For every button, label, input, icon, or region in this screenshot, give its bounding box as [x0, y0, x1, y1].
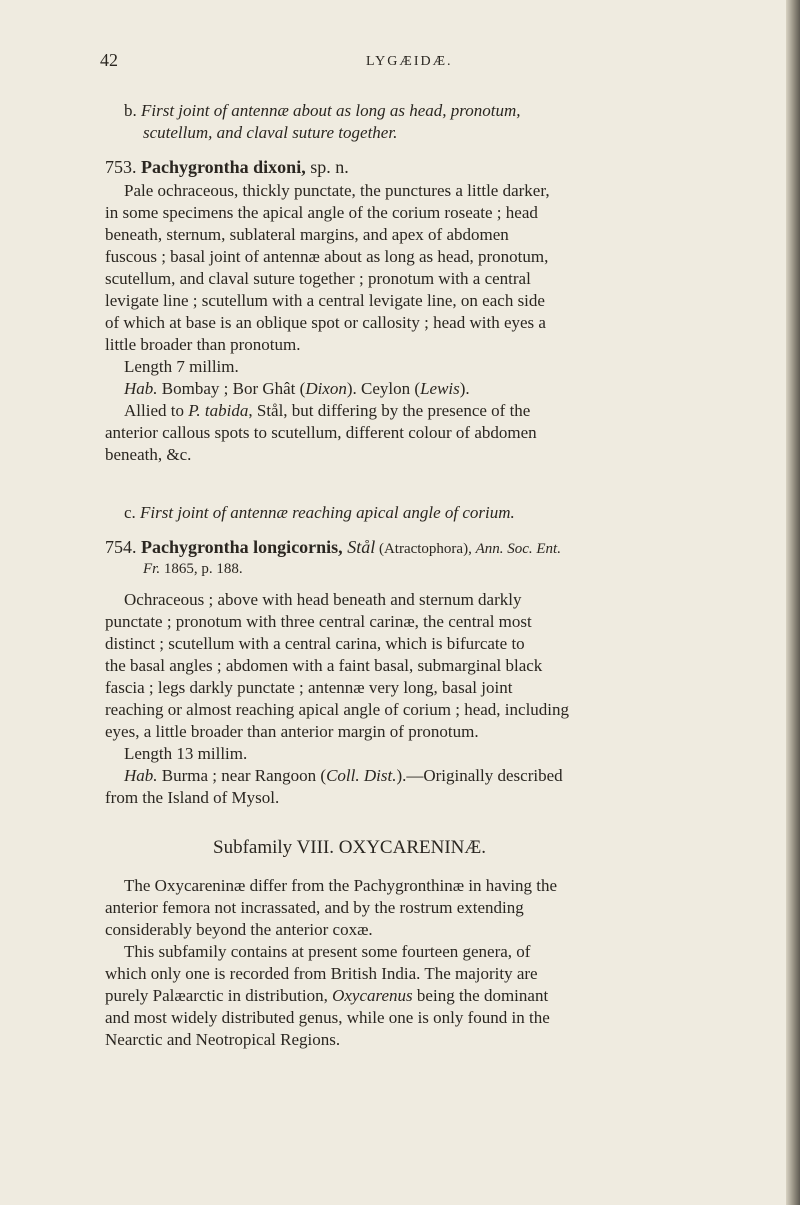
key-b-line-2 — [143, 123, 397, 143]
subfamily-genus: Oxycarenus — [332, 986, 413, 1005]
species-753-allied-post: , Stål, but differing by the presence of the — [248, 401, 531, 420]
subfamily-para2-3-post: being the dominant — [412, 986, 549, 1005]
page-edge-shadow — [786, 0, 800, 1205]
species-753-desc-7: of which at base is an oblique spot or callosity ; head with eyes a — [105, 313, 546, 332]
species-754-synonym: (Atractophora), — [375, 541, 476, 557]
species-753-desc-1: Pale ochraceous, thickly punctate, the punctures a little darker, — [124, 181, 550, 200]
species-754-desc-7: eyes, a little broader than anterior margin of pronotum. — [105, 722, 479, 741]
species-754-desc-3: distinct ; scutellum with a central carina, which is bifurcate to — [105, 634, 525, 653]
species-753-heading — [105, 157, 349, 177]
species-754-collection: Coll. Dist. — [326, 766, 397, 785]
key-c-line — [124, 503, 515, 523]
species-753-collector-1: Dixon — [305, 379, 347, 398]
species-753-hab-text-1: Bombay ; Bor Ghât ( — [157, 379, 306, 398]
species-753-length: Length 7 millim. — [124, 357, 239, 376]
subfamily-para2-4: and most widely distributed genus, while one is only found in the — [105, 1008, 550, 1027]
key-b-text-2: scutellum, and claval suture together. — [143, 123, 398, 142]
key-b-line-1 — [124, 101, 521, 121]
subfamily-para2-3-pre: purely Palæarctic in distribution, — [105, 986, 333, 1005]
page-number: 42 — [100, 50, 118, 70]
species-754-hab-label: Hab. — [124, 766, 158, 785]
species-754-hab-text-2: ).—Originally described — [396, 766, 563, 785]
species-754-journal: Ann. Soc. Ent. — [475, 541, 561, 557]
key-c-letter: c. — [124, 503, 136, 522]
running-head: LYGÆIDÆ. — [366, 54, 453, 69]
subfamily-para2-1: This subfamily contains at present some fourteen genera, of — [124, 942, 531, 961]
species-753-allied-1 — [124, 401, 530, 421]
species-753-desc-3: beneath, sternum, sublateral margins, and apex of abdomen — [105, 225, 509, 244]
species-754-citation-text: 1865, p. 188. — [160, 561, 243, 577]
species-754-length: Length 13 millim. — [124, 744, 248, 763]
species-754-desc-4: the basal angles ; abdomen with a faint basal, submarginal black — [105, 656, 543, 675]
species-753-desc-5: scutellum, and claval suture together ; pronotum with a central — [105, 269, 531, 288]
species-754-heading — [105, 537, 561, 559]
species-753-hab-label: Hab. — [124, 379, 158, 398]
subfamily-heading: Subfamily VIII. OXYCARENINÆ. — [213, 837, 487, 858]
subfamily-para2-5: Nearctic and Neotropical Regions. — [105, 1030, 341, 1049]
species-754-habitat-2: from the Island of Mysol. — [105, 788, 280, 807]
subfamily-para2-3 — [105, 986, 548, 1006]
subfamily-para1-3: considerably beyond the anterior coxæ. — [105, 920, 373, 939]
species-753-number: 753. — [105, 157, 137, 177]
species-753-collector-2: Lewis — [420, 379, 460, 398]
subfamily-para1-2: anterior femora not incrassated, and by the rostrum extending — [105, 898, 524, 917]
species-753-hab-text-3: ). — [459, 379, 470, 398]
species-753-allied-3: beneath, &c. — [105, 445, 192, 464]
species-754-hab-text-1: Burma ; near Rangoon ( — [157, 766, 327, 785]
species-754-desc-5: fascia ; legs darkly punctate ; antennæ very long, basal joint — [105, 678, 513, 697]
species-754-desc-2: punctate ; pronotum with three central carinæ, the central most — [105, 612, 532, 631]
subfamily-para1-1: The Oxycareninæ differ from the Pachygronthinæ in having the — [124, 876, 558, 895]
species-754-journal-2: Fr. — [143, 561, 161, 577]
species-753-authority: sp. n. — [310, 157, 349, 177]
key-c-text: First joint of antennæ reaching apical angle of corium. — [140, 503, 515, 522]
species-753-allied-taxon: P. tabida — [188, 401, 249, 420]
species-753-hab-text-2: ). Ceylon ( — [346, 379, 421, 398]
key-b-text-1: First joint of antennæ about as long as head, pronotum, — [141, 101, 521, 120]
species-754-habitat — [124, 766, 563, 786]
species-753-desc-4: fuscous ; basal joint of antennæ about as long as head, pronotum, — [105, 247, 549, 266]
species-754-desc-1: Ochraceous ; above with head beneath and sternum darkly — [124, 590, 522, 609]
species-754-desc-6: reaching or almost reaching apical angle of corium ; head, including — [105, 700, 570, 719]
species-753-allied-2: anterior callous spots to scutellum, different colour of abdomen — [105, 423, 537, 442]
subfamily-para2-2: which only one is recorded from British India. The majority are — [105, 964, 538, 983]
species-753-name: Pachygrontha dixoni, — [141, 157, 306, 177]
species-753-desc-6: levigate line ; scutellum with a central levigate line, on each side — [105, 291, 545, 310]
key-b-letter: b. — [124, 101, 137, 120]
species-754-number: 754. — [105, 537, 137, 557]
species-753-desc-2: in some specimens the apical angle of the corium roseate ; head — [105, 203, 538, 222]
species-753-habitat — [124, 379, 470, 399]
species-754-name: Pachygrontha longicornis, — [141, 537, 343, 557]
species-754-citation — [143, 558, 243, 579]
species-754-authority: Stål — [347, 537, 376, 557]
species-753-desc-8: little broader than pronotum. — [105, 335, 301, 354]
species-753-allied-pre: Allied to — [124, 401, 189, 420]
